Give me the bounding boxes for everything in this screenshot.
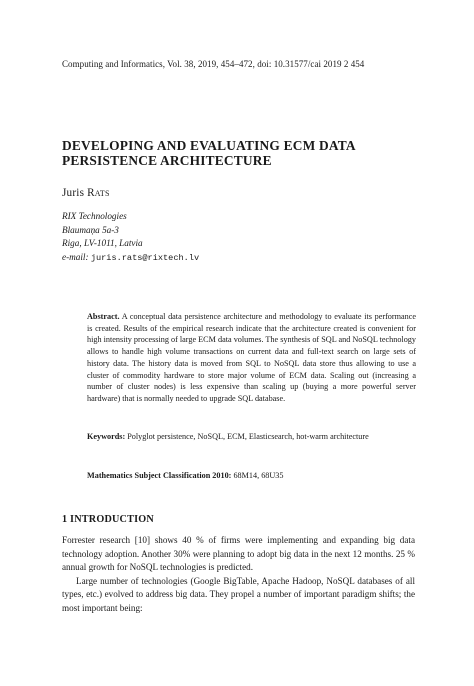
email-label: e-mail: [62, 251, 89, 262]
section-body [62, 534, 415, 616]
section-heading: 1 INTRODUCTION [62, 514, 154, 525]
affiliation-street: Blaumaņa 5a-3 [62, 224, 119, 235]
body-paragraph: Large number of technologies (Google BigTable, Apache Hadoop, NoSQL databases of all types, etc.) evolved to address big data. They propel a number of important paradigm shifts; the most important being: [62, 575, 415, 613]
msc-label: Mathematics Subject Classification 2010: [87, 471, 232, 480]
abstract [87, 311, 416, 405]
affiliation-email-line [62, 251, 199, 266]
keywords-label: Keywords: [87, 432, 126, 441]
body-paragraph: Forrester research [10] shows 40 % of firms were implementing and expanding big data technology adoption. Another 30% were planning to adopt big data in the next 12 months. 25 % annual growth for NoSQL technologies is predicted. [62, 535, 415, 573]
affiliation-org: RIX Technologies [62, 211, 127, 221]
subject-classification [87, 470, 416, 482]
abstract-text: A conceptual data persistence architecture and methodology to evaluate its performance is created. Results of the empirical research indicate that the architecture created is convenient for high intensity processing of large ECM data volumes. The synthesis of SQL and NoSQL technology allows to handle high volume transactions on current data and full-text search on large sets of history data. The history data is moved from SQL to NoSQL data store thus allowing to use a cluster of commodity hardware to store major volume of ECM data. Scaling out (increasing a number of cluster nodes) is less expensive than scaling up (buying a more powerful server hardware) that is normally needed to upgrade SQL database. [87, 312, 416, 403]
running-head: Computing and Informatics, Vol. 38, 2019, 454–472, doi: 10.31577/cai 2019 2 454 [62, 59, 365, 69]
msc-text: 68M14, 68U35 [233, 471, 284, 480]
affiliation-city: Riga, LV-1011, Latvia [62, 238, 143, 248]
author-name [62, 187, 110, 199]
keywords [87, 431, 416, 443]
author-first-name: Juris [62, 187, 85, 199]
paper-title: DEVELOPING AND EVALUATING ECM DATA PERSISTENCE ARCHITECTURE [62, 138, 355, 168]
email-address: juris.rats@rixtech.lv [90, 252, 200, 263]
affiliation-block [62, 210, 199, 265]
keywords-text: Polyglot persistence, NoSQL, ECM, Elasticsearch, hot-warm architecture [127, 432, 369, 441]
abstract-label: Abstract. [87, 312, 120, 321]
author-last-name: Rats [87, 187, 110, 199]
